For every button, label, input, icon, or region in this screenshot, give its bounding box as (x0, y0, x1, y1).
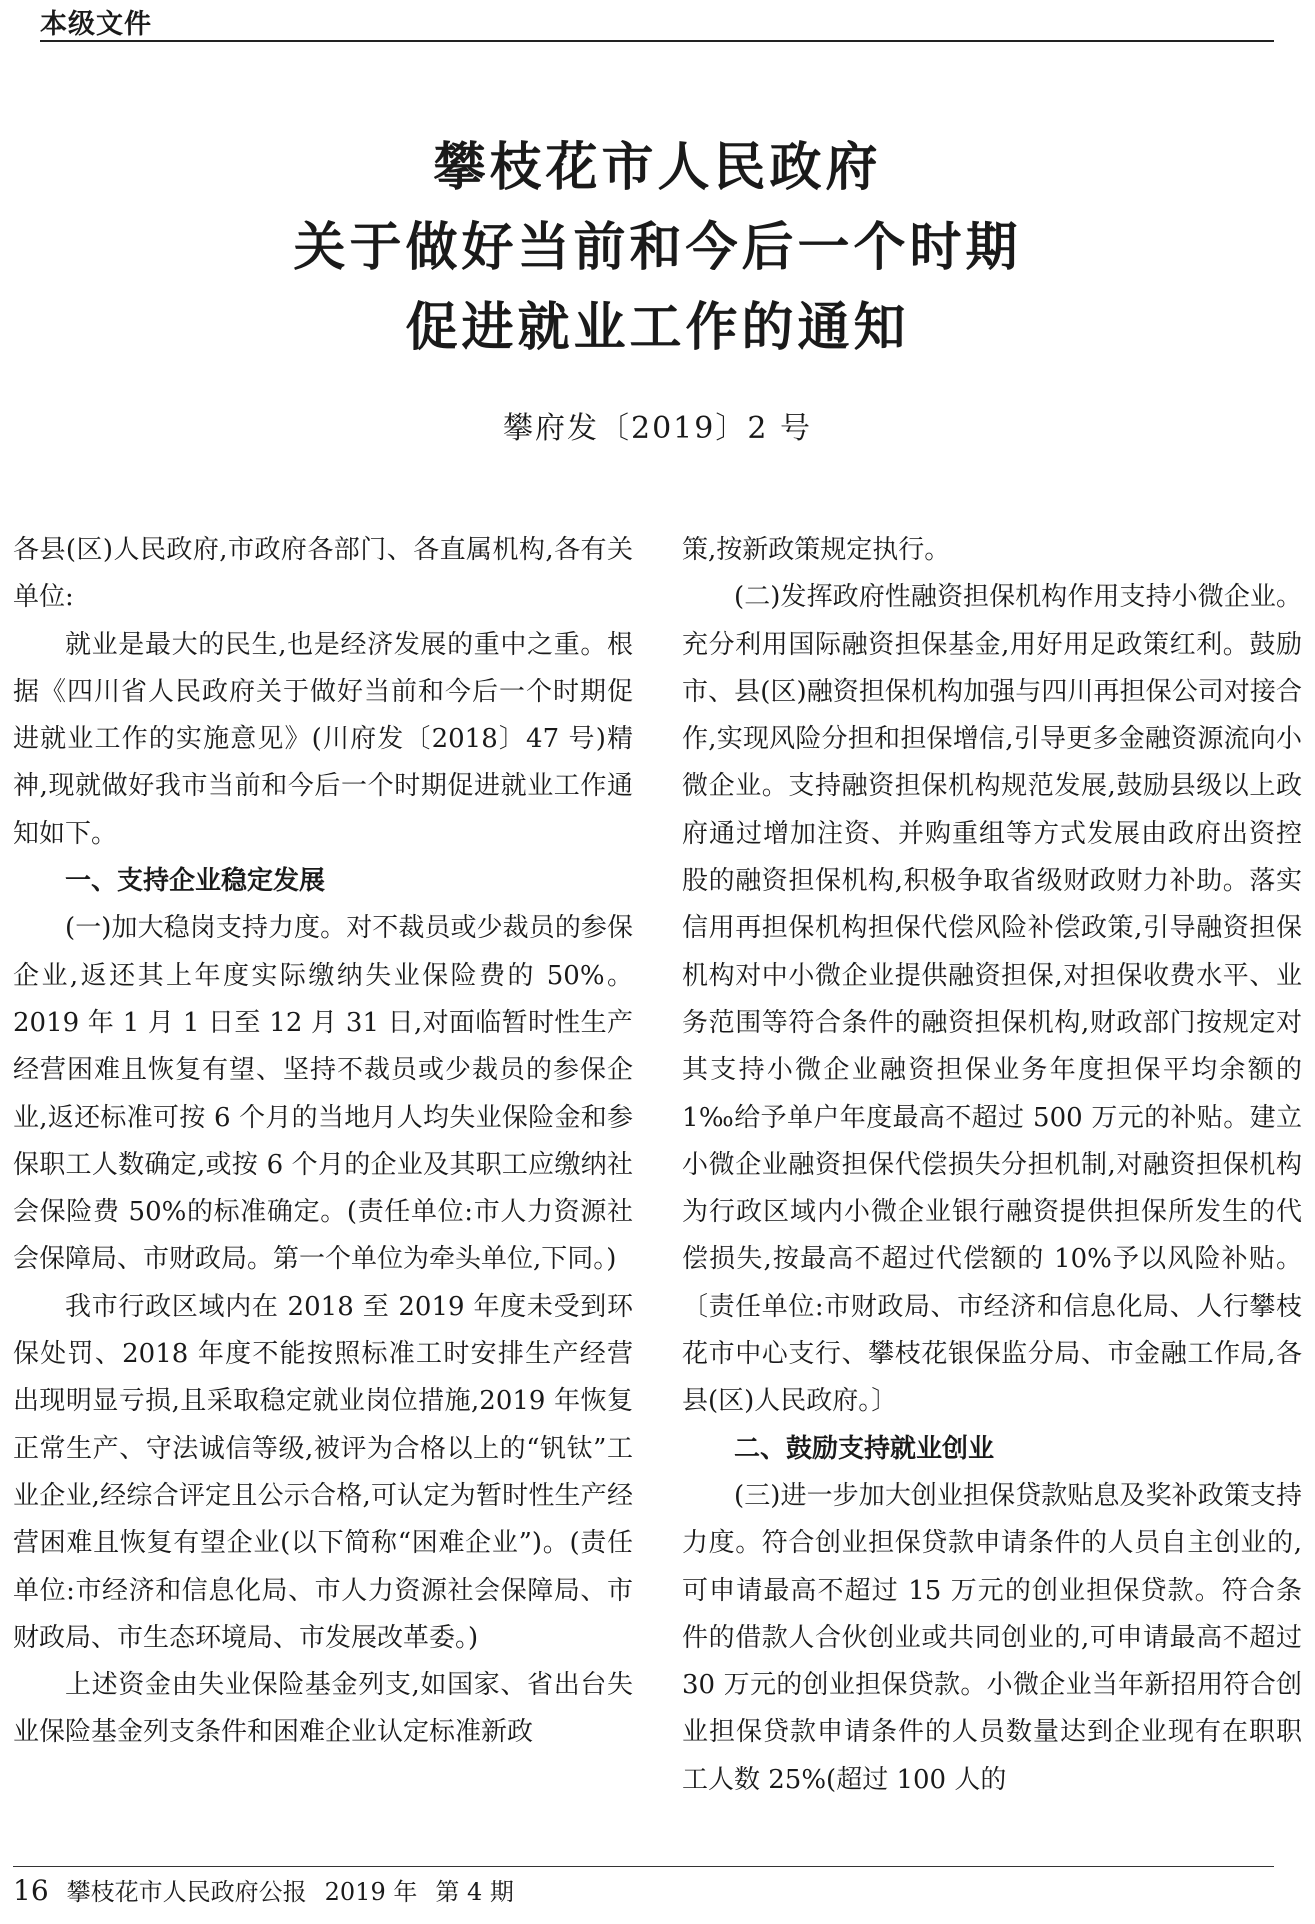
body-paragraph: 策,按新政策规定执行。 (682, 535, 951, 565)
document-title (0, 128, 1315, 368)
title-line-2: 关于做好当前和今后一个时期 (293, 217, 1022, 278)
header-divider (40, 40, 1274, 42)
body-paragraph: (一)加大稳岗支持力度。对不裁员或少裁员的参保企业,返还其上年度实际缴纳失业保险费的 50%。2019 年 1 月 1 日至 12 月 31 日,对面临暂时性生产经营困难且恢复有望、坚持不裁员或少裁员的参保企业,返还标准可按 6 个月的当地月人均失业保险金和参保职工人数确定,或按 6 个月的企业及其职工应缴纳社会保险费 50%的标准确定。(责任单位:市人力资源社会保障局、市财政局。第一个单位为牵头单位,下同。) (13, 913, 633, 1275)
document-number: 攀府发〔2019〕2 号 (503, 411, 812, 446)
footer-divider (13, 1866, 1274, 1867)
right-column (682, 527, 1302, 1804)
body-paragraph: (三)进一步加大创业担保贷款贴息及奖补政策支持力度。符合创业担保贷款申请条件的人员自主创业的,可申请最高不超过 15 万元的创业担保贷款。符合条件的借款人合伙创业或共同创业的,可申请最高不超过 30 万元的创业担保贷款。小微企业当年新招用符合创业担保贷款申请条件的人员数量达到企业现有在职职工人数 25%(超过 100 人的 (682, 1480, 1302, 1795)
section-label: 本级文件 (40, 9, 152, 40)
body-paragraph: 上述资金由失业保险基金列支,如国家、省出台失业保险基金列支条件和困难企业认定标准新政 (13, 1670, 633, 1748)
page-number: 16 (13, 1874, 49, 1907)
publication-name: 攀枝花市人民政府公报 (66, 1878, 307, 1906)
salutation-paragraph: 各县(区)人民政府,市政府各部门、各直属机构,各有关单位: (13, 535, 633, 613)
title-line-1: 攀枝花市人民政府 (433, 137, 882, 198)
section-heading-2: 二、鼓励支持就业创业 (734, 1433, 995, 1464)
body-paragraph: (二)发挥政府性融资担保机构作用支持小微企业。充分利用国际融资担保基金,用好用足政策红利。鼓励市、县(区)融资担保机构加强与四川再担保公司对接合作,实现风险分担和担保增信,引导更多金融资源流向小微企业。支持融资担保机构规范发展,鼓励县级以上政府通过增加注资、并购重组等方式发展由政府出资控股的融资担保机构,积极争取省级财政财力补助。落实信用再担保机构担保代偿风险补偿政策,引导融资担保机构对中小微企业提供融资担保,对担保收费水平、业务范围等符合条件的融资担保机构,财政部门按规定对其支持小微企业融资担保业务年度担保平均余额的 1‰给予单户年度最高不超过 500 万元的补贴。建立小微企业融资担保代偿损失分担机制,对融资担保机构为行政区域内小微企业银行融资提供担保所发生的代偿损失,按最高不超过代偿额的 10%予以风险补贴。〔责任单位:市财政局、市经济和信息化局、人行攀枝花市中心支行、攀枝花银保监分局、市金融工作局,各县(区)人民政府。〕 (682, 582, 1302, 1417)
issue-number: 第 4 期 (435, 1878, 514, 1906)
title-line-3: 促进就业工作的通知 (405, 297, 910, 358)
intro-paragraph: 就业是最大的民生,也是经济发展的重中之重。根据《四川省人民政府关于做好当前和今后一个时期促进就业工作的实施意见》(川府发〔2018〕47 号)精神,现就做好我市当前和今后一个时期促进就业工作通知如下。 (13, 629, 633, 849)
section-heading-1: 一、支持企业稳定发展 (65, 866, 326, 897)
publication-year: 2019 年 (324, 1878, 418, 1906)
page-footer (13, 1872, 514, 1907)
left-column (13, 527, 633, 1757)
body-paragraph: 我市行政区域内在 2018 至 2019 年度未受到环保处罚、2018 年度不能按照标准工时安排生产经营出现明显亏损,且采取稳定就业岗位措施,2019 年恢复正常生产、守法诚信等级,被评为合格以上的“钒钛”工业企业,经综合评定且公示合格,可认定为暂时性生产经营困难且恢复有望企业(以下简称“困难企业”)。(责任单位:市经济和信息化局、市人力资源社会保障局、市财政局、市生态环境局、市发展改革委。) (13, 1291, 633, 1653)
